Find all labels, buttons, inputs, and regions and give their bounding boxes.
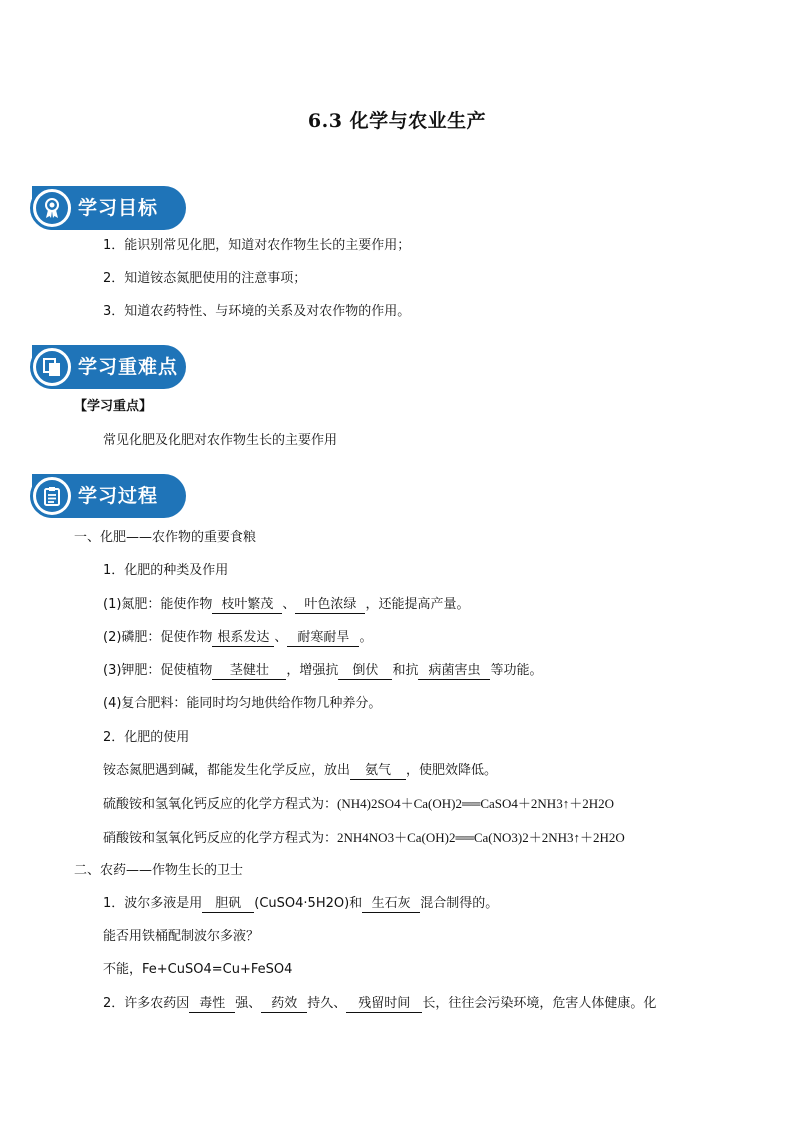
section-label: 学习过程	[78, 485, 159, 507]
potassium-line: (3)钾肥：促使植物 茎健壮 ，增强抗 倒伏 和抗 病菌害虫 等功能。	[103, 663, 543, 678]
chemical-equation: (NH4)2SO4＋Ca(OH)2══CaSO4＋2NH3↑＋2H2O	[337, 796, 614, 811]
section-banner-process	[30, 474, 190, 518]
section-label: 学习目标	[78, 197, 159, 219]
ammonium-line: 铵态氮肥遇到碱，都能发生化学反应，放出 氨气 ，使肥效降低。	[103, 763, 498, 778]
section-banner-goals	[30, 186, 190, 230]
answer-line: 不能，Fe+CuSO4=Cu+FeSO4	[103, 962, 293, 977]
blank-answer: 生石灰	[362, 896, 420, 913]
blank-answer: 根系发达	[212, 630, 274, 647]
blank-answer: 药效	[261, 996, 307, 1013]
keypoints-text: 常见化肥及化肥对农作物生长的主要作用	[103, 433, 338, 448]
page-title: 6.3 化学与农业生产	[307, 110, 487, 132]
part2-heading: 二、农药——作物生长的卫士	[74, 863, 244, 878]
blank-answer: 毒性	[189, 996, 235, 1013]
section-banner-keypoints	[30, 345, 190, 389]
section-label: 学习重难点	[78, 356, 179, 378]
blank-answer: 枝叶繁茂	[212, 597, 282, 614]
bordeaux-line: 1．波尔多液是用 胆矾 (CuSO4·5H2O)和 生石灰 混合制得的。	[103, 896, 499, 911]
part1-sub2: 2．化肥的使用	[103, 730, 190, 745]
blank-answer: 耐寒耐旱	[287, 630, 359, 647]
award-ribbon-icon	[30, 186, 74, 230]
nitrogen-line: (1)氮肥：能使作物 枝叶繁茂 、 叶色浓绿 ，还能提高产量。	[103, 597, 470, 612]
document-stack-icon	[30, 345, 74, 389]
blank-answer: 叶色浓绿	[295, 597, 365, 614]
part1-sub1: 1．化肥的种类及作用	[103, 563, 229, 578]
equation-line-2: 硝酸铵和氢氧化钙反应的化学方程式为：2NH4NO3＋Ca(OH)2══Ca(NO3)2＋2NH3↑＋2H2O	[103, 830, 625, 846]
goal-item: 3．知道农药特性、与环境的关系及对农作物的作用。	[103, 304, 411, 319]
keypoints-heading: 【学习重点】	[74, 399, 153, 414]
blank-answer: 茎健壮	[212, 663, 286, 680]
phosphorus-line: (2)磷肥：促使作物 根系发达 、 耐寒耐旱 。	[103, 630, 373, 645]
equation-line-1: 硫酸铵和氢氧化钙反应的化学方程式为：(NH4)2SO4＋Ca(OH)2══CaSO4＋2NH3↑＋2H2O	[103, 796, 614, 812]
compound-line: (4)复合肥料：能同时均匀地供给作物几种养分。	[103, 696, 382, 711]
part1-heading: 一、化肥——农作物的重要食粮	[74, 530, 257, 545]
blank-answer: 残留时间	[346, 996, 422, 1013]
pesticide-line: 2．许多农药因 毒性 强、 药效 持久、 残留时间 长，往往会污染环境，危害人体健康。化	[103, 996, 657, 1011]
question-line: 能否用铁桶配制波尔多液？	[103, 929, 260, 944]
chemical-equation: 2NH4NO3＋Ca(OH)2══Ca(NO3)2＋2NH3↑＋2H2O	[337, 830, 625, 845]
blank-answer: 氨气	[350, 763, 406, 780]
blank-answer: 胆矾	[202, 896, 254, 913]
clipboard-list-icon	[30, 474, 74, 518]
goal-item: 2．知道铵态氮肥使用的注意事项；	[103, 271, 307, 286]
goal-item: 1．能识别常见化肥，知道对农作物生长的主要作用；	[103, 238, 411, 253]
blank-answer: 病菌害虫	[418, 663, 490, 680]
blank-answer: 倒伏	[338, 663, 392, 680]
